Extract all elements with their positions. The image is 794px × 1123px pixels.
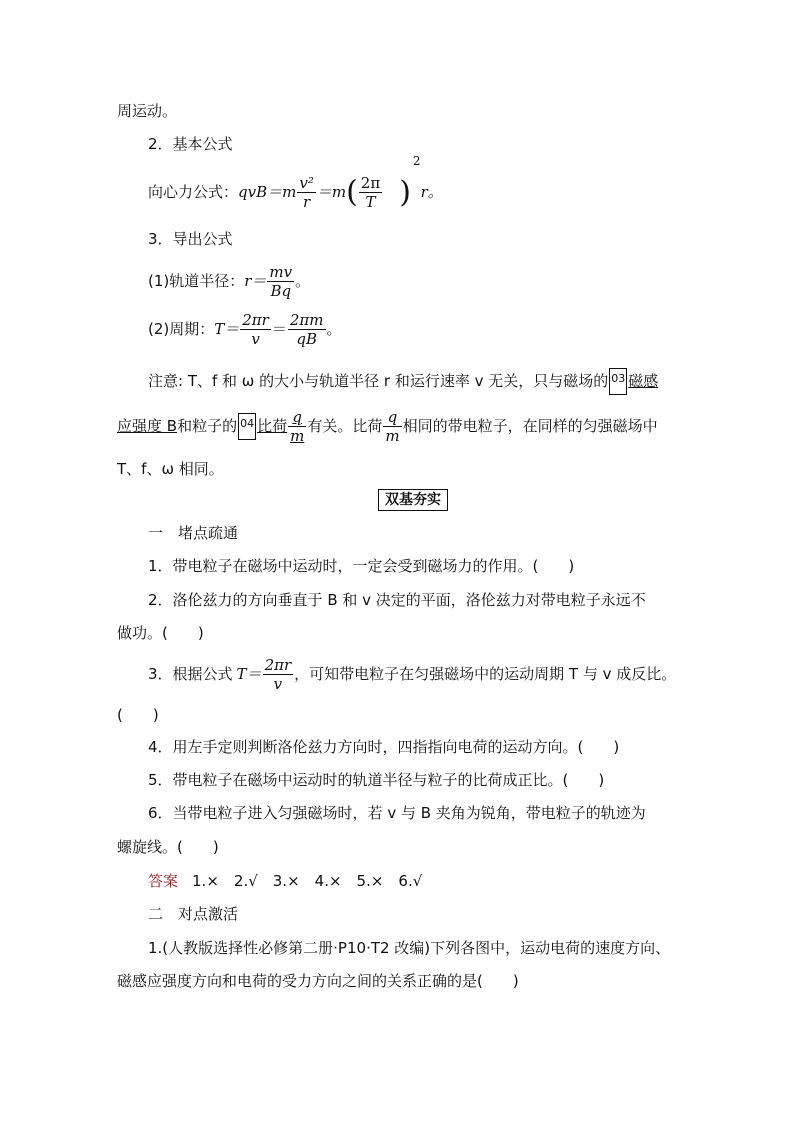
section-2-heading: 二 对点激活: [148, 905, 239, 923]
question-4: 4．用左手定则判断洛伦兹力方向时，四指指向电荷的运动方向。( ): [148, 738, 620, 756]
period-label: (2)周期：: [148, 320, 215, 338]
question-3-prefix: 3．根据公式: [148, 665, 233, 683]
fraction-mv-over-bq: $\frac{mv}{Bq}$: [269, 263, 293, 300]
fraction-q-over-m-underlined: $\frac{q}{m}$: [290, 408, 305, 445]
exponent-2: 2: [412, 154, 421, 168]
centripetal-label: 向心力公式：: [148, 183, 239, 201]
blank-box-04: 04: [238, 413, 256, 440]
question-6-line-2: 螺旋线。( ): [117, 838, 219, 856]
note-line-2: [117, 408, 658, 445]
question-2-line-1: 2．洛伦兹力的方向垂直于 B 和 v 决定的平面，洛伦兹力对带电粒子永远不: [148, 591, 646, 609]
answer-magnetic-induction-b: 应强度 B: [117, 417, 178, 435]
blank-box-03: 03: [609, 368, 627, 395]
question-3-line-2: ( ): [117, 706, 159, 724]
note-text-b-mid: 和粒子的: [177, 417, 238, 435]
answer-label: 答案: [148, 872, 179, 890]
note-text-a: 注意: T、f 和 ω 的大小与轨道半径 r 和运行速率 v 无关，只与磁场的: [148, 372, 609, 390]
answer-line: [148, 871, 422, 891]
note-line-3: T、f、ω 相同。: [117, 460, 224, 478]
formula-1-lhs: qvB＝m: [238, 183, 297, 201]
answer-text: 1.× 2.√ 3.× 4.× 5.× 6.√: [192, 872, 423, 890]
fraction-q-over-m: $\frac{q}{m}$: [385, 408, 400, 445]
answer-charge-mass-ratio: 比荷: [257, 417, 288, 435]
question-6-line-1: 6．当带电粒子进入匀强磁场时，若 v 与 B 夹角为锐角，带电粒子的轨迹为: [148, 804, 646, 822]
heading-basic-formula: 2．基本公式: [148, 135, 233, 153]
section-title: 双基夯实: [378, 489, 448, 511]
formula-3-lhs: T＝: [214, 320, 240, 338]
formula-3-mid: ＝: [271, 320, 287, 338]
period-formula-line: [148, 310, 342, 348]
fraction-2pir-over-v: $\frac{2\pi r}{v}$: [242, 311, 269, 348]
note-text-b-end2: 相同的带电粒子，在同样的匀强磁场中: [402, 417, 658, 435]
formula-1-mid: ＝m: [316, 183, 347, 201]
radius-formula-line: [148, 262, 310, 300]
problem-1-line-2: 磁感应强度方向和电荷的受力方向之间的关系正确的是( ): [117, 972, 519, 990]
left-paren: (: [346, 174, 358, 210]
question-1: 1．带电粒子在磁场中运动时，一定会受到磁场力的作用。( ): [148, 557, 575, 575]
formula-2-end: 。: [295, 272, 311, 290]
problem-1-line-1: 1.(人教版选择性必修第二册·P10·T2 改编)下列各图中，运动电荷的速度方向、: [148, 939, 671, 957]
radius-label: (1)轨道半径：: [148, 272, 245, 290]
question-3-suffix: ，可知带电粒子在匀强磁场中的运动周期 T 与 v 成反比。: [294, 665, 677, 683]
question-5: 5．带电粒子在磁场中运动时的轨道半径与粒子的比荷成正比。( ): [148, 771, 605, 789]
fraction-v2-over-r: $\frac{\text{v²}}{r}$: [299, 174, 314, 211]
formula-1-end: r。: [420, 183, 443, 201]
right-paren: ): [399, 174, 411, 210]
formula-2-lhs: r＝: [244, 272, 267, 290]
formula-3-end: 。: [326, 320, 342, 338]
answer-magnetic-induction-a: 磁感: [628, 372, 659, 390]
section-1-heading: 一 堵点疏通: [148, 524, 239, 542]
note-line-1: [148, 368, 658, 395]
question-3-line-1: [148, 655, 676, 693]
centripetal-formula-line: [148, 154, 443, 213]
note-text-b-end1: 有关。比荷: [307, 417, 383, 435]
question-2-line-2: 做功。( ): [117, 624, 204, 642]
fraction-2pim-over-qb: $\frac{2\pi m}{qB}$: [289, 311, 324, 348]
heading-derived-formula: 3．导出公式: [148, 230, 233, 248]
formula-4-lhs: T＝: [236, 665, 262, 683]
text-line-1: 周运动。: [117, 102, 178, 120]
fraction-2pir-over-v-q3: $\frac{2\pi r}{v}$: [264, 656, 292, 693]
fraction-2pi-over-t: $\frac{2\pi}{T}$: [360, 174, 381, 211]
